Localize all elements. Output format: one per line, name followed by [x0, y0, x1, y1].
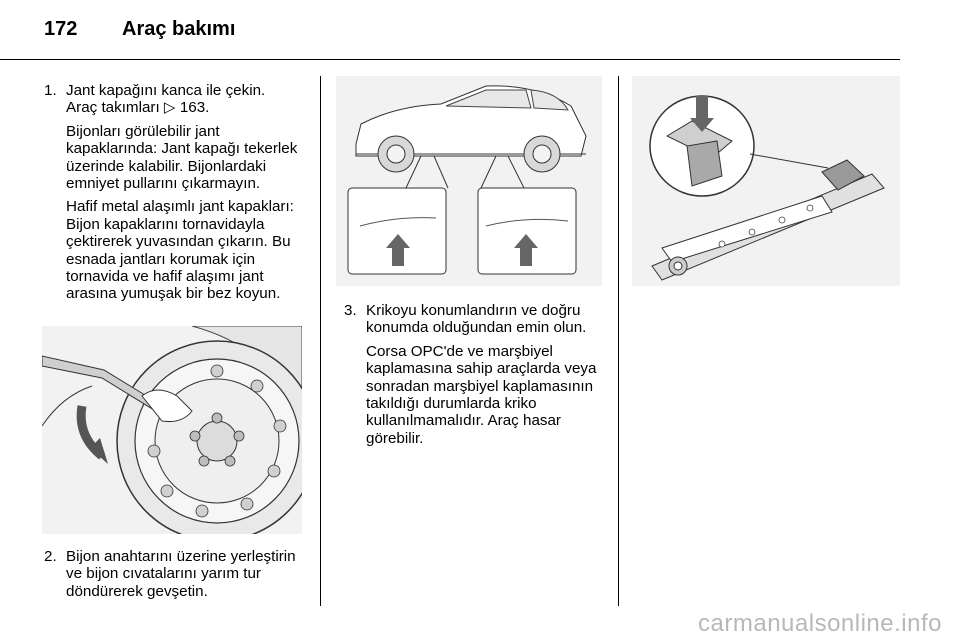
watermark: carmanualsonline.info [698, 610, 942, 637]
step-1-note-2: Hafif metal alaşımlı jant kapakları: Bijon kapaklarını tornavidayla çektirerek yuvasından çıkarın. Bu esnada jantları korumak için tornavida ve hafif alaşımı jant arasına yumuşak bir bez koyun. [66, 198, 294, 303]
cross-reference-link[interactable]: 163. [179, 99, 210, 117]
column-2-text [344, 302, 606, 453]
page-header [44, 18, 235, 48]
page-number: 172 [44, 18, 78, 40]
wheel-wrench-illustration [42, 326, 302, 534]
step-3-warning: Corsa OPC'de ve marşbiyel kaplamasına sahip araçlarda veya sonradan marşbiyel kaplamasının takıldığı durumlarda kriko kullanılmamalıdır. Araç hasar görebilir. [366, 342, 597, 447]
header-rule [0, 59, 900, 60]
step-number: 1. [44, 82, 57, 99]
column-1-text-bottom [44, 548, 310, 606]
column-1-text-top [44, 82, 310, 309]
step-2 [44, 548, 310, 606]
column-divider [320, 76, 321, 606]
step-3 [344, 302, 606, 453]
step-number: 3. [344, 302, 357, 319]
step-2-instruction: Bijon anahtarını üzerine yerleştirin ve bijon cıvatalarını yarım tur döndürerek gevşetin. [66, 548, 296, 600]
step-1-note-1: Bijonları görülebilir jant kapaklarında: Jant kapağı tekerlek üzerinde kalabilir. Bijonlardaki emniyet pullarını çıkarmayın. [66, 122, 298, 193]
triangle-right-outline-icon: ▷ [163, 99, 176, 117]
step-1-instruction: Jant kapağını kanca ile çekin. Araç takımları ▷ 163. [66, 82, 266, 117]
step-1 [44, 82, 310, 309]
step-3-instruction: Krikoyu konumlandırın ve doğru konumda olduğundan emin olun. [366, 302, 587, 337]
car-jack-points-illustration [336, 76, 602, 286]
jack-detail-illustration [632, 76, 900, 286]
section-title: Araç bakımı [122, 18, 236, 40]
column-divider-2 [618, 76, 619, 606]
step-number: 2. [44, 548, 57, 565]
